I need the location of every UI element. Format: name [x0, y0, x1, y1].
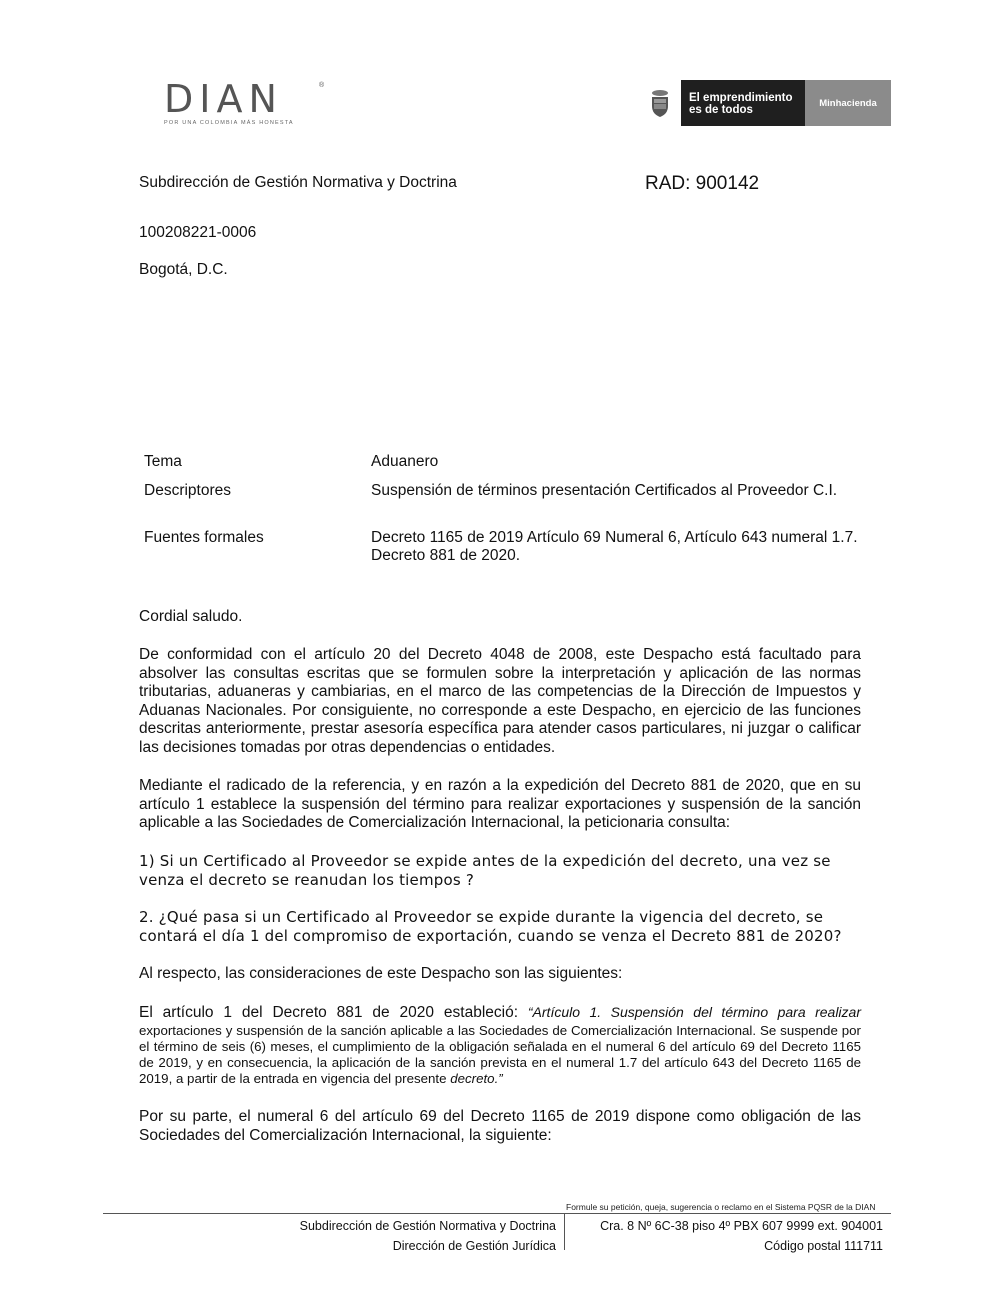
- footer-vertical-divider: [564, 1214, 565, 1250]
- dian-tagline: POR UNA COLOMBIA MÁS HONESTA: [164, 120, 294, 126]
- footer-divider: [103, 1213, 891, 1214]
- government-slogan-line2: es de todos: [689, 104, 753, 116]
- footer-pqsr-note: Formule su petición, queja, sugerencia o reclamo en el Sistema PQSR de la DIAN: [566, 1202, 876, 1212]
- footer-address: [600, 1216, 883, 1256]
- tema-label: Tema: [144, 453, 182, 470]
- fuentes-value-2: Decreto 881 de 2020.: [371, 547, 521, 564]
- government-logo: [639, 80, 891, 126]
- paragraph-consultation: Mediante el radicado de la referencia, y en razón a la expedición del Decreto 881 de 2020, que en su artículo 1 establece la suspensión del término para realizar exportaciones y suspensión de la sanción aplicable a las Sociedades de Comercialización Internacional, la peticionaria consulta:: [139, 777, 861, 831]
- fuentes-value-1: Decreto 1165 de 2019 Artículo 69 Numeral 6, Artículo 643 numeral 1.7.: [371, 529, 858, 546]
- city-date: Bogotá, D.C.: [139, 261, 228, 278]
- footer-address-line2: Código postal 111711: [764, 1239, 883, 1253]
- fuentes-values: [371, 529, 864, 565]
- decree-quote-head: “Artículo 1. Suspensión del término para realizar: [527, 1004, 861, 1020]
- question-1: 1) Si un Certificado al Proveedor se expide antes de la expedición del decreto, una vez se venza el decreto se reanudan los tiempos ?: [139, 852, 831, 889]
- tema-value: Aduanero: [371, 453, 439, 470]
- paragraph-competence: De conformidad con el artículo 20 del Decreto 4048 de 2008, este Despacho está facultado para absolver las consultas escritas que se formulen sobre la interpretación y aplicación de las normas tributarias, aduaneras y cambiarias, en el marco de las competencias de la Dirección de Impuestos y Aduanas Nacionales. Por consiguiente, no corresponde a este Despacho, en ejercicio de las funciones descritas anteriormente, prestar asesoría específica para atender casos particulares, ni juzgar o calificar las decisiones tomadas por otras dependencias o entidades.: [139, 646, 861, 756]
- coat-of-arms-icon: [639, 80, 681, 126]
- government-slogan-line1: El emprendimiento: [689, 92, 793, 104]
- dian-logo-text: DIAN: [164, 77, 283, 121]
- descriptores-value: Suspensión de términos presentación Certificados al Proveedor C.I.: [371, 482, 838, 499]
- paragraph-obligation: Por su parte, el numeral 6 del artículo 69 del Decreto 1165 de 2019 dispone como obligación de las Sociedades del Comercialización Internacional, la siguiente:: [139, 1108, 861, 1144]
- footer-office: [300, 1216, 556, 1256]
- reference-number: 100208221-0006: [139, 224, 257, 241]
- fuentes-label: Fuentes formales: [144, 529, 264, 546]
- greeting: Cordial saludo.: [139, 608, 243, 625]
- dian-logo: [164, 77, 325, 130]
- footer-address-line1: Cra. 8 Nº 6C-38 piso 4º PBX 607 9999 ext. 904001: [600, 1219, 883, 1233]
- paragraph-considerations: Al respecto, las consideraciones de este Despacho son las siguientes:: [139, 965, 623, 982]
- department-name: Subdirección de Gestión Normativa y Doctrina: [139, 174, 457, 191]
- decree-quote-end: decreto.”: [450, 1070, 503, 1086]
- decree-quote-body: exportaciones y suspensión de la sanción aplicable a las Sociedades de Comercialización Internacional. Se suspende por el término de seis (6) meses, el cumplimiento de la obligación señalada en el numeral 6 del artículo 69 del Decreto 1165 de 2019, y en consecuencia, la aplicación de la sanción prevista en el numeral 1.7 del artículo 643 del Decreto 1165 de 2019, a partir de la entrada en vigencia del presente: [139, 1022, 861, 1086]
- decree-article-intro: El artículo 1 del Decreto 881 de 2020 estableció:: [139, 1004, 528, 1021]
- descriptores-label: Descriptores: [144, 482, 231, 499]
- question-2: 2. ¿Qué pasa si un Certificado al Proveedor se expide durante la vigencia del decreto, se contará el día 1 del compromiso de exportación, cuando se venza el Decreto 881 de 2020?: [139, 908, 842, 945]
- paragraph-decree-article: [139, 1003, 861, 1087]
- footer-office-line1: Subdirección de Gestión Normativa y Doctrina: [299, 1219, 556, 1233]
- government-slogan: [681, 80, 805, 126]
- rad-number: RAD: 900142: [645, 173, 760, 194]
- ministry-name: Minhacienda: [805, 80, 891, 126]
- footer-office-line2: Dirección de Gestión Jurídica: [392, 1239, 556, 1253]
- dian-logo-registered-mark: ®: [319, 82, 325, 89]
- truncated-date-stamp: [246, 274, 340, 278]
